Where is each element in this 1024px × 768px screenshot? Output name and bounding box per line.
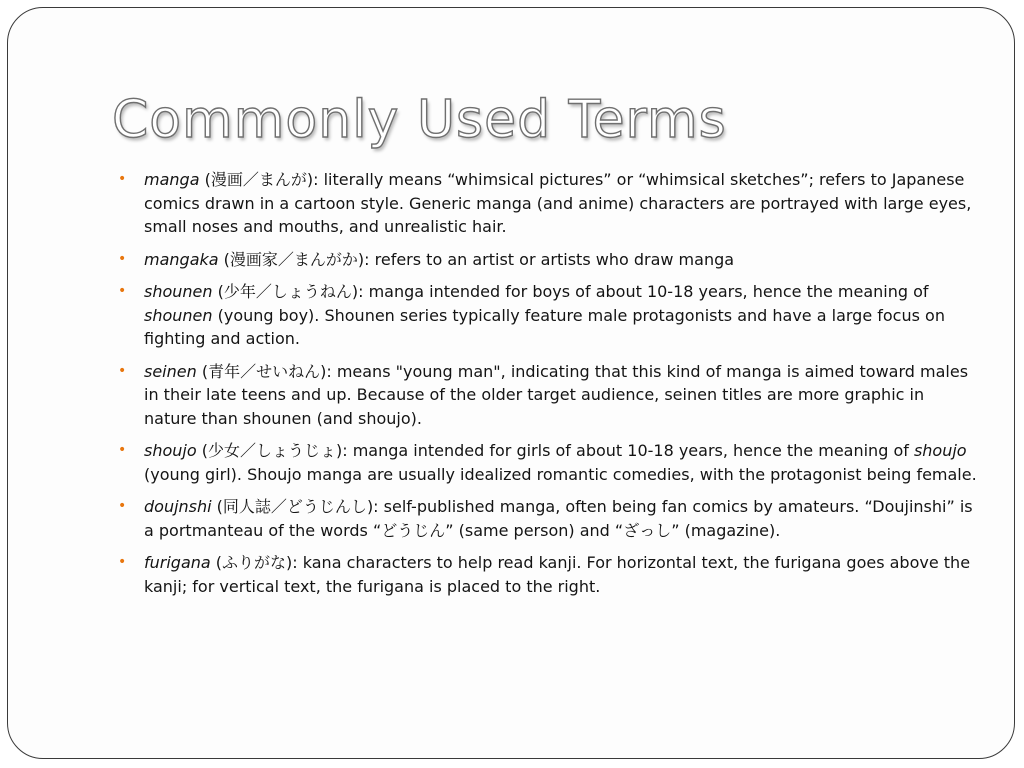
paren-close: ): xyxy=(286,553,303,572)
paren-close: ): xyxy=(366,497,384,516)
term-item-doujnshi xyxy=(118,495,979,542)
term-name: shounen xyxy=(144,282,213,301)
term-name: mangaka xyxy=(144,249,219,269)
term-japanese: 青年／せいねん xyxy=(208,361,321,381)
term-definition-emphasis: shoujo xyxy=(913,441,967,460)
paren-close: ): xyxy=(320,361,337,381)
bullet-icon: • xyxy=(118,554,127,570)
term-japanese: 同人誌／どうじんし xyxy=(222,497,367,516)
term-definition-start: manga intended for boys of about 10-18 years, hence the meaning of xyxy=(368,282,929,301)
term-definition-end: (young girl). Shoujo manga are usually idealized romantic comedies, with the protagonist being female. xyxy=(144,464,977,484)
term-definition-japanese-1: どうじん xyxy=(381,520,446,540)
paren-open: ( xyxy=(199,170,211,189)
term-item-shoujo xyxy=(118,439,979,486)
term-definition: refers to an artist or artists who draw manga xyxy=(374,249,735,269)
paren-close: ): xyxy=(306,170,324,189)
term-name: manga xyxy=(144,170,200,189)
paren-close: ): xyxy=(351,282,369,301)
paren-open: ( xyxy=(210,553,223,572)
paren-open: ( xyxy=(196,361,209,381)
term-japanese: 少年／しょうねん xyxy=(223,282,352,301)
term-definition-middle: ” (same person) and “ xyxy=(445,520,624,540)
term-item-mangaka xyxy=(118,248,979,272)
bullet-icon: • xyxy=(118,171,127,187)
term-item-shounen xyxy=(118,280,979,351)
term-japanese: 漫画／まんが xyxy=(210,170,307,189)
term-name: furigana xyxy=(144,553,211,572)
term-definition-end: (young boy). Shounen series typically feature male protagonists and have a large focus on fighting and action. xyxy=(144,305,945,348)
bullet-icon: • xyxy=(118,250,127,267)
paren-open: ( xyxy=(196,441,208,460)
term-definition-end: ” (magazine). xyxy=(671,520,781,540)
bullet-icon: • xyxy=(118,442,127,458)
term-definition-start: self-published manga, often being fan comics by amateurs. “Doujinshi” is a portmanteau of the words “ xyxy=(144,497,973,540)
term-japanese: 少女／しょうじょ xyxy=(207,441,336,460)
term-definition: means "young man", indicating that this kind of manga is aimed toward males in their late teens and up. Because of the older target audience, seinen titles are more graphic in nature than shounen (and shoujo). xyxy=(144,361,969,428)
term-name: doujnshi xyxy=(144,497,212,516)
paren-open: ( xyxy=(218,249,230,269)
paren-close: ): xyxy=(335,441,353,460)
bullet-icon: • xyxy=(118,498,127,514)
paren-open: ( xyxy=(212,282,224,301)
paren-open: ( xyxy=(211,497,223,516)
term-name: seinen xyxy=(144,361,197,381)
term-name: shoujo xyxy=(144,441,197,460)
term-definition-start: manga intended for girls of about 10-18 years, hence the meaning of xyxy=(352,441,914,460)
bullet-icon: • xyxy=(118,362,127,379)
slide-title: Commonly Used Terms xyxy=(112,90,727,150)
term-item-manga xyxy=(118,168,979,239)
term-definition-emphasis: shounen xyxy=(144,305,213,325)
term-japanese: ふりがな xyxy=(222,553,287,572)
bullet-icon: • xyxy=(118,283,127,299)
term-definition-japanese-2: ざっし xyxy=(623,520,672,540)
term-japanese: 漫画家／まんがか xyxy=(229,249,358,269)
term-item-furigana xyxy=(118,551,979,598)
slide xyxy=(7,7,1015,759)
term-list xyxy=(118,168,979,607)
term-definition: literally means “whimsical pictures” or “whimsical sketches”; refers to Japanese comics drawn in a cartoon style. Generic manga (and anime) characters are portrayed with large eyes, small noses and mouths, and unrealistic hair. xyxy=(144,170,972,236)
paren-close: ): xyxy=(357,249,375,269)
term-item-seinen xyxy=(118,360,979,431)
term-definition: kana characters to help read kanji. For horizontal text, the furigana goes above the kanji; for vertical text, the furigana is placed to the right. xyxy=(144,553,971,596)
